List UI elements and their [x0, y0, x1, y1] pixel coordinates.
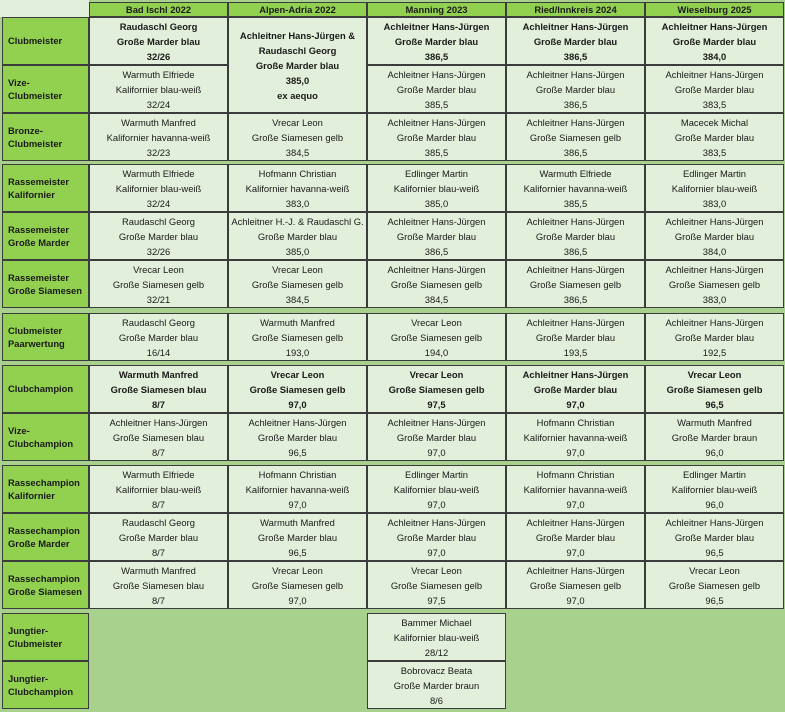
- cell-line: 386,5: [563, 293, 588, 305]
- cell-line: Raudaschl Georg: [119, 20, 198, 32]
- cell-line: Warmuth Manfred: [260, 516, 335, 528]
- cell-line: Große Siamesen gelb: [668, 579, 761, 591]
- cell-line: Bammer Michael: [401, 616, 472, 628]
- cell-line: 97,0: [288, 498, 307, 510]
- row-label: [2, 65, 89, 113]
- cell-line: Große Siamesen blau: [112, 579, 205, 591]
- cell-line: Raudaschl Georg: [122, 516, 195, 528]
- cell-line: Vrecar Leon: [411, 316, 462, 328]
- cell-line: Große Marder blau: [535, 531, 616, 543]
- cell-line: Große Siamesen gelb: [112, 278, 205, 290]
- cell-line: 32/24: [146, 98, 171, 110]
- cell-line: 8/7: [151, 594, 166, 606]
- cell-line: 97,5: [427, 398, 446, 410]
- cell-line: Kalifornier blau-weiß: [671, 182, 758, 194]
- cell-line: Große Siamesen gelb: [529, 131, 622, 143]
- cell-line: 386,5: [424, 245, 449, 257]
- result-cell: [89, 260, 228, 308]
- cell-line: Macecek Michal: [680, 116, 749, 128]
- corner-cell: [0, 0, 89, 17]
- cell-line: Hofmann Christian: [536, 416, 615, 428]
- column-header: Bad Ischl 2022: [89, 2, 228, 17]
- result-cell: [367, 465, 506, 513]
- cell-line: Achleitner Hans-Jürgen: [665, 68, 764, 80]
- cell-line: Große Siamesen gelb: [251, 278, 344, 290]
- result-cell: [506, 561, 645, 609]
- result-cell: [89, 17, 228, 65]
- row-label: [2, 365, 89, 413]
- cell-line: 96,5: [705, 594, 724, 606]
- result-cell: [89, 561, 228, 609]
- cell-line: Große Marder blau: [674, 230, 755, 242]
- cell-line: Warmuth Elfriede: [122, 167, 195, 179]
- cell-line: Große Marder blau: [396, 131, 477, 143]
- row-label: [2, 413, 89, 461]
- result-cell: [367, 313, 506, 361]
- result-cell: [645, 113, 784, 161]
- row-label: [2, 465, 89, 513]
- cell-line: 383,5: [702, 146, 727, 158]
- cell-line: Bobrovacz Beata: [400, 664, 473, 676]
- cell-line: Vize-: [8, 76, 30, 88]
- cell-line: Clubmeister: [8, 324, 63, 336]
- cell-line: 385,5: [424, 98, 449, 110]
- cell-line: Große Marder braun: [671, 431, 758, 443]
- result-cell: [506, 313, 645, 361]
- cell-line: Kalifornier havanna-weiß: [106, 131, 211, 143]
- cell-line: Achleitner Hans-Jürgen: [387, 215, 486, 227]
- cell-line: Warmuth Manfred: [677, 416, 752, 428]
- cell-line: Große Marder blau: [674, 331, 755, 343]
- cell-line: Große Marder blau: [396, 83, 477, 95]
- cell-line: 384,0: [702, 50, 727, 62]
- cell-line: 28/12: [424, 646, 449, 658]
- cell-line: Große Marder blau: [396, 431, 477, 443]
- cell-line: Große Siamesen gelb: [666, 383, 763, 395]
- row-label: [2, 164, 89, 212]
- cell-line: Raudaschl Georg: [122, 316, 195, 328]
- result-cell: [506, 164, 645, 212]
- cell-line: 386,5: [424, 50, 449, 62]
- cell-line: 8/7: [151, 446, 166, 458]
- cell-line: 8/7: [151, 546, 166, 558]
- cell-line: Große Siamesen gelb: [529, 278, 622, 290]
- cell-line: 385,5: [563, 197, 588, 209]
- cell-line: Achleitner Hans-Jürgen: [383, 20, 490, 32]
- cell-line: Große Marder blau: [535, 230, 616, 242]
- cell-line: Hofmann Christian: [258, 167, 337, 179]
- cell-line: Jungtier-: [8, 624, 49, 636]
- cell-line: 97,0: [427, 446, 446, 458]
- cell-line: Große Siamesen gelb: [529, 579, 622, 591]
- cell-line: Warmuth Elfriede: [122, 68, 195, 80]
- cell-line: Große Marder blau: [116, 35, 201, 47]
- cell-line: 96,5: [288, 546, 307, 558]
- cell-line: 32/23: [146, 146, 171, 158]
- result-cell: [89, 513, 228, 561]
- result-cell: [367, 260, 506, 308]
- cell-line: Große Marder blau: [674, 531, 755, 543]
- cell-line: Große Marder blau: [118, 331, 199, 343]
- cell-line: 97,5: [427, 594, 446, 606]
- result-cell: [645, 164, 784, 212]
- cell-line: 32/24: [146, 197, 171, 209]
- cell-line: Große Siamesen: [8, 285, 82, 296]
- cell-line: Warmuth Elfriede: [539, 167, 612, 179]
- result-cell: [506, 65, 645, 113]
- cell-line: Große Marder blau: [257, 431, 338, 443]
- cell-line: Achleitner Hans-Jürgen: [665, 263, 764, 275]
- row-label: [2, 513, 89, 561]
- cell-line: 384,0: [702, 245, 727, 257]
- cell-line: Achleitner Hans-Jürgen: [526, 516, 625, 528]
- result-cell: [89, 413, 228, 461]
- cell-line: Vize-: [8, 424, 30, 436]
- cell-line: Achleitner Hans-Jürgen: [665, 516, 764, 528]
- cell-line: Kalifornier havanna-weiß: [523, 182, 628, 194]
- cell-line: 383,0: [702, 197, 727, 209]
- result-cell: [367, 65, 506, 113]
- cell-line: Achleitner Hans-Jürgen: [526, 68, 625, 80]
- cell-line: Achleitner Hans-Jürgen: [526, 116, 625, 128]
- cell-line: 97,0: [566, 498, 585, 510]
- cell-line: Achleitner Hans-Jürgen: [526, 215, 625, 227]
- cell-line: Große Marder blau: [394, 35, 479, 47]
- cell-line: Clubchampion: [8, 686, 74, 697]
- result-cell: [228, 465, 367, 513]
- row-label: [2, 313, 89, 361]
- cell-line: Achleitner Hans-Jürgen: [387, 68, 486, 80]
- cell-line: Kalifornier blau-weiß: [393, 182, 480, 194]
- cell-line: Vrecar Leon: [270, 368, 325, 380]
- result-cell: [228, 164, 367, 212]
- cell-line: Achleitner Hans-Jürgen: [248, 416, 347, 428]
- result-cell: [228, 365, 367, 413]
- cell-line: Achleitner Hans-Jürgen &: [239, 29, 356, 41]
- cell-line: Große Marder braun: [393, 679, 480, 691]
- cell-line: 32/21: [146, 293, 171, 305]
- cell-line: Vrecar Leon: [133, 263, 184, 275]
- cell-line: Kalifornier: [8, 189, 55, 200]
- cell-line: Große Siamesen blau: [110, 383, 207, 395]
- cell-line: 96,0: [705, 446, 724, 458]
- cell-line: Große Siamesen blau: [112, 431, 205, 443]
- cell-line: Große Siamesen: [8, 586, 82, 597]
- result-cell: [645, 413, 784, 461]
- column-header: Manning 2023: [367, 2, 506, 17]
- cell-line: Vrecar Leon: [687, 368, 742, 380]
- cell-line: Große Marder blau: [396, 230, 477, 242]
- cell-line: 384,5: [424, 293, 449, 305]
- cell-line: Große Marder blau: [533, 383, 618, 395]
- result-cell: [367, 413, 506, 461]
- cell-line: 96,5: [705, 398, 724, 410]
- cell-line: Kalifornier blau-weiß: [115, 182, 202, 194]
- cell-line: Clubchampion: [8, 383, 74, 395]
- cell-line: Große Marder blau: [257, 531, 338, 543]
- cell-line: Hofmann Christian: [536, 468, 615, 480]
- result-cell: [367, 365, 506, 413]
- cell-line: Achleitner Hans-Jürgen: [522, 20, 629, 32]
- cell-line: 97,0: [427, 498, 446, 510]
- cell-line: Paarwertung: [8, 338, 65, 349]
- cell-line: Große Marder blau: [672, 35, 757, 47]
- result-cell: [89, 164, 228, 212]
- column-header: Alpen-Adria 2022: [228, 2, 367, 17]
- cell-line: Achleitner Hans-Jürgen: [665, 316, 764, 328]
- result-cell: [367, 164, 506, 212]
- cell-line: 385,0: [285, 74, 310, 86]
- cell-line: 384,5: [285, 146, 310, 158]
- cell-line: Kalifornier blau-weiß: [671, 483, 758, 495]
- cell-line: Große Siamesen gelb: [390, 331, 483, 343]
- cell-line: Große Marder blau: [118, 531, 199, 543]
- cell-line: Kalifornier blau-weiß: [393, 483, 480, 495]
- cell-line: 96,0: [705, 498, 724, 510]
- cell-line: 386,5: [563, 146, 588, 158]
- cell-line: Clubmeister: [8, 638, 63, 649]
- cell-line: Bronze-: [8, 124, 43, 136]
- result-cell: [367, 661, 506, 709]
- result-cell: [228, 561, 367, 609]
- cell-line: 383,5: [702, 98, 727, 110]
- result-cell: [367, 212, 506, 260]
- cell-line: Warmuth Manfred: [121, 564, 196, 576]
- cell-line: Große Marder blau: [118, 230, 199, 242]
- cell-line: Kalifornier havanna-weiß: [245, 182, 350, 194]
- result-cell: [89, 65, 228, 113]
- result-cell: [506, 365, 645, 413]
- cell-line: Achleitner Hans-Jürgen: [526, 263, 625, 275]
- cell-line: Raudaschl Georg: [122, 215, 195, 227]
- cell-line: Clubmeister: [8, 35, 63, 47]
- result-cell: [645, 313, 784, 361]
- cell-line: 386,5: [563, 98, 588, 110]
- cell-line: Große Marder blau: [533, 35, 618, 47]
- cell-line: Große Marder blau: [674, 83, 755, 95]
- row-label: [2, 561, 89, 609]
- cell-line: Vrecar Leon: [272, 116, 323, 128]
- cell-line: 385,0: [285, 245, 310, 257]
- cell-line: Große Marder blau: [674, 131, 755, 143]
- cell-line: Achleitner Hans-Jürgen: [661, 20, 768, 32]
- cell-line: Kalifornier havanna-weiß: [245, 483, 350, 495]
- cell-line: 386,5: [563, 50, 588, 62]
- cell-line: Kalifornier blau-weiß: [115, 483, 202, 495]
- result-cell: [506, 413, 645, 461]
- cell-line: Große Marder blau: [535, 83, 616, 95]
- result-cell: [89, 365, 228, 413]
- cell-line: Kalifornier havanna-weiß: [523, 483, 628, 495]
- cell-line: 96,5: [705, 546, 724, 558]
- cell-line: Achleitner Hans-Jürgen: [387, 516, 486, 528]
- result-cell: [645, 212, 784, 260]
- cell-line: Rassechampion: [8, 476, 80, 488]
- cell-line: Große Siamesen gelb: [249, 383, 346, 395]
- result-cell: [228, 17, 367, 113]
- result-cell: [367, 613, 506, 661]
- cell-line: Große Marder blau: [257, 230, 338, 242]
- cell-line: Vrecar Leon: [272, 564, 323, 576]
- cell-line: Vrecar Leon: [409, 368, 464, 380]
- result-cell: [645, 365, 784, 413]
- row-label: [2, 113, 89, 161]
- cell-line: Rassechampion: [8, 524, 80, 536]
- cell-line: 8/7: [151, 498, 166, 510]
- result-cell: [645, 17, 784, 65]
- cell-line: 8/6: [429, 694, 444, 706]
- cell-line: 32/26: [146, 50, 171, 62]
- cell-line: Achleitner Hans-Jürgen: [665, 215, 764, 227]
- cell-line: Clubmeister: [8, 138, 63, 149]
- cell-line: Warmuth Manfred: [121, 116, 196, 128]
- result-cell: [645, 65, 784, 113]
- row-label: [2, 17, 89, 65]
- cell-line: Achleitner H.-J. & Raudaschl G.: [231, 215, 364, 227]
- cell-line: 97,0: [288, 398, 307, 410]
- result-cell: [506, 513, 645, 561]
- row-label: [2, 613, 89, 661]
- cell-line: 386,5: [563, 245, 588, 257]
- result-cell: [228, 313, 367, 361]
- result-cell: [506, 113, 645, 161]
- cell-line: 32/26: [146, 245, 171, 257]
- cell-line: 8/7: [151, 398, 166, 410]
- cell-line: Rassemeister: [8, 175, 69, 187]
- cell-line: Große Siamesen gelb: [388, 383, 485, 395]
- result-cell: [367, 513, 506, 561]
- cell-line: Rassemeister: [8, 223, 69, 235]
- cell-line: Große Siamesen gelb: [251, 579, 344, 591]
- cell-line: Große Marder blau: [535, 331, 616, 343]
- cell-line: Achleitner Hans-Jürgen: [387, 116, 486, 128]
- cell-line: Vrecar Leon: [272, 263, 323, 275]
- cell-line: Edlinger Martin: [404, 167, 469, 179]
- cell-line: Kalifornier blau-weiß: [115, 83, 202, 95]
- cell-line: Achleitner Hans-Jürgen: [109, 416, 208, 428]
- cell-line: 385,5: [424, 146, 449, 158]
- result-cell: [228, 212, 367, 260]
- cell-line: Vrecar Leon: [411, 564, 462, 576]
- result-cell: [228, 113, 367, 161]
- cell-line: Edlinger Martin: [682, 468, 747, 480]
- cell-line: Kalifornier havanna-weiß: [523, 431, 628, 443]
- cell-line: Warmuth Manfred: [118, 368, 199, 380]
- row-label: [2, 661, 89, 709]
- cell-line: Kalifornier: [8, 490, 55, 501]
- cell-line: Clubchampion: [8, 438, 74, 449]
- result-cell: [367, 561, 506, 609]
- result-cell: [506, 465, 645, 513]
- result-cell: [89, 212, 228, 260]
- row-label: [2, 212, 89, 260]
- cell-line: Große Marder blau: [396, 531, 477, 543]
- result-cell: [506, 260, 645, 308]
- result-cell: [367, 17, 506, 65]
- cell-line: Warmuth Elfriede: [122, 468, 195, 480]
- result-cell: [506, 17, 645, 65]
- cell-line: Vrecar Leon: [689, 564, 740, 576]
- cell-line: 16/14: [146, 346, 171, 358]
- cell-line: Achleitner Hans-Jürgen: [526, 564, 625, 576]
- cell-line: Edlinger Martin: [404, 468, 469, 480]
- cell-line: Jungtier-: [8, 672, 49, 684]
- cell-line: Große Marder: [8, 237, 70, 248]
- cell-line: 193,5: [563, 346, 588, 358]
- cell-line: 97,0: [427, 546, 446, 558]
- cell-line: 97,0: [566, 446, 585, 458]
- cell-line: Clubmeister: [8, 90, 63, 101]
- result-cell: [228, 260, 367, 308]
- cell-line: Kalifornier blau-weiß: [393, 631, 480, 643]
- cell-line: Achleitner Hans-Jürgen: [526, 316, 625, 328]
- column-header: Ried/Innkreis 2024: [506, 2, 645, 17]
- cell-line: Hofmann Christian: [258, 468, 337, 480]
- result-cell: [645, 513, 784, 561]
- cell-line: 96,5: [288, 446, 307, 458]
- cell-line: Große Siamesen gelb: [251, 131, 344, 143]
- cell-line: Rassemeister: [8, 271, 69, 283]
- cell-line: 384,5: [285, 293, 310, 305]
- cell-line: 97,0: [566, 398, 585, 410]
- cell-line: Raudaschl Georg: [258, 44, 337, 56]
- cell-line: Große Siamesen gelb: [390, 579, 483, 591]
- cell-line: Rassechampion: [8, 572, 80, 584]
- cell-line: Große Siamesen gelb: [390, 278, 483, 290]
- result-cell: [228, 513, 367, 561]
- result-cell: [645, 260, 784, 308]
- row-label: [2, 260, 89, 308]
- cell-line: ex aequo: [277, 89, 318, 101]
- cell-line: 193,0: [285, 346, 310, 358]
- cell-line: Achleitner Hans-Jürgen: [387, 263, 486, 275]
- cell-line: Achleitner Hans-Jürgen: [522, 368, 629, 380]
- cell-line: Große Marder: [8, 538, 70, 549]
- cell-line: Achleitner Hans-Jürgen: [387, 416, 486, 428]
- result-cell: [89, 113, 228, 161]
- cell-line: Große Siamesen gelb: [668, 278, 761, 290]
- cell-line: 385,0: [424, 197, 449, 209]
- result-cell: [228, 413, 367, 461]
- result-cell: [645, 561, 784, 609]
- cell-line: 97,0: [566, 546, 585, 558]
- cell-line: Große Siamesen gelb: [251, 331, 344, 343]
- cell-line: Edlinger Martin: [682, 167, 747, 179]
- column-header: Wieselburg 2025: [645, 2, 784, 17]
- result-cell: [645, 465, 784, 513]
- result-cell: [89, 465, 228, 513]
- result-cell: [367, 113, 506, 161]
- result-cell: [89, 313, 228, 361]
- cell-line: Große Marder blau: [255, 59, 340, 71]
- cell-line: Warmuth Manfred: [260, 316, 335, 328]
- cell-line: 192,5: [702, 346, 727, 358]
- cell-line: 97,0: [566, 594, 585, 606]
- cell-line: 97,0: [288, 594, 307, 606]
- result-cell: [506, 212, 645, 260]
- cell-line: 194,0: [424, 346, 449, 358]
- cell-line: 383,0: [285, 197, 310, 209]
- cell-line: 383,0: [702, 293, 727, 305]
